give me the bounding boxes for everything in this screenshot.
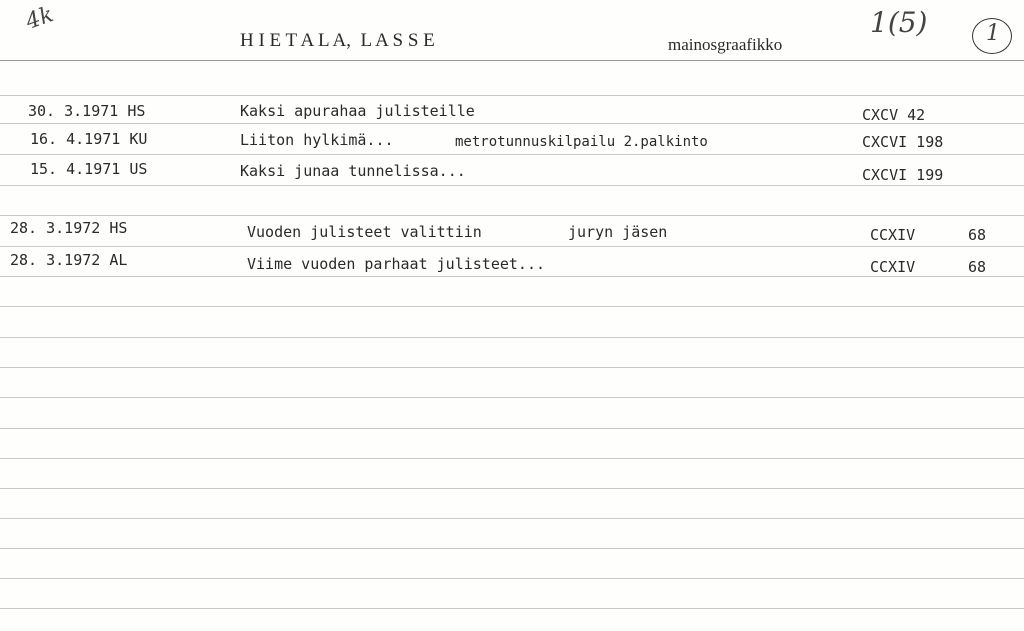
ruled-line [0,337,1024,338]
entry-title: Viime vuoden parhaat julisteet... [247,255,546,273]
ruled-line [0,154,1024,155]
entry-date: 30. 3.1971 HS [28,102,146,120]
ruled-line [0,397,1024,398]
entry-title: Liiton hylkimä... [240,131,394,149]
entry-reference: CCXIV [870,258,916,276]
ruled-line [0,488,1024,489]
person-name: H I E T A L A, L A S S E [240,30,435,51]
ruled-line [0,276,1024,277]
ruled-line [0,458,1024,459]
entry-note: metrotunnuskilpailu 2.palkinto [455,134,708,150]
entry-reference: CXCVI 198 [862,133,944,151]
corner-handwritten-mark: 4k [22,2,57,35]
ruled-line [0,246,1024,247]
ruled-line [0,367,1024,368]
ruled-line [0,95,1024,96]
entry-reference: CXCV 42 [862,106,926,124]
entry-date: 16. 4.1971 KU [30,130,148,148]
entry-title: Kaksi apurahaa julisteille [240,102,475,120]
ruled-line [0,306,1024,307]
ruled-line [0,518,1024,519]
header-rule [0,60,1024,61]
entry-reference: CXCVI 199 [862,166,944,184]
entry-title: Vuoden julisteet valittiin [247,223,482,241]
entry-page: 68 [968,258,987,276]
entry-date: 15. 4.1971 US [30,160,148,178]
entry-page: 68 [968,226,987,244]
occupation: mainosgraafikko [668,35,783,54]
ruled-line [0,215,1024,216]
entry-note: juryn jäsen [568,223,668,241]
entry-date: 28. 3.1972 HS [10,219,128,237]
ruled-line [0,578,1024,579]
entry-reference: CCXIV [870,226,916,244]
circled-number [972,18,1012,54]
entry-date: 28. 3.1972 AL [10,251,128,269]
card-number-handwritten: 1(5) [870,6,928,39]
ruled-line [0,608,1024,609]
circled-number-text: 1 [986,21,1000,46]
ruled-line [0,548,1024,549]
ruled-line [0,185,1024,186]
entry-title: Kaksi junaa tunnelissa... [240,162,466,180]
ruled-line [0,428,1024,429]
